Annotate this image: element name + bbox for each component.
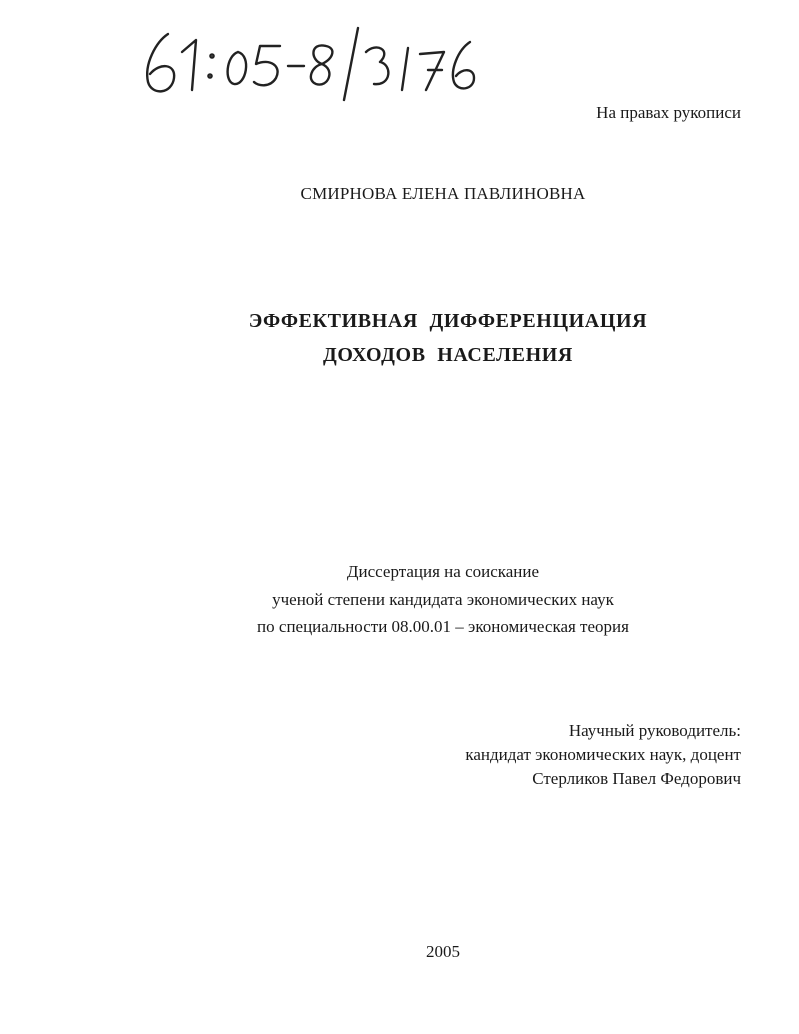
title-line-1: ЭФФЕКТИВНАЯ ДИФФЕРЕНЦИАЦИЯ [248,310,648,332]
handwritten-archive-code [130,12,500,102]
supervisor-name: Стерликов Павел Федорович [532,769,741,788]
author-name: СМИРНОВА ЕЛЕНА ПАВЛИНОВНА [300,184,586,203]
dissertation-line-3: по специальности 08.00.01 – экономическая теория [257,617,629,636]
dissertation-description [0,558,799,641]
dissertation-line-2: ученой степени кандидата экономических наук [272,589,614,609]
supervisor-label: Научный руководитель: [568,721,741,740]
supervisor-block [465,719,741,791]
dissertation-line-1: Диссертация на соискание [346,562,540,581]
title-line-2: ДОХОДОВ НАСЕЛЕНИЯ [323,344,573,366]
supervisor-degree: кандидат экономических наук, доцент [465,745,741,764]
year: 2005 [426,942,460,961]
rights-note: На правах рукописи [596,103,741,122]
dissertation-title [0,304,799,372]
handwritten-code-drawing [130,12,500,102]
